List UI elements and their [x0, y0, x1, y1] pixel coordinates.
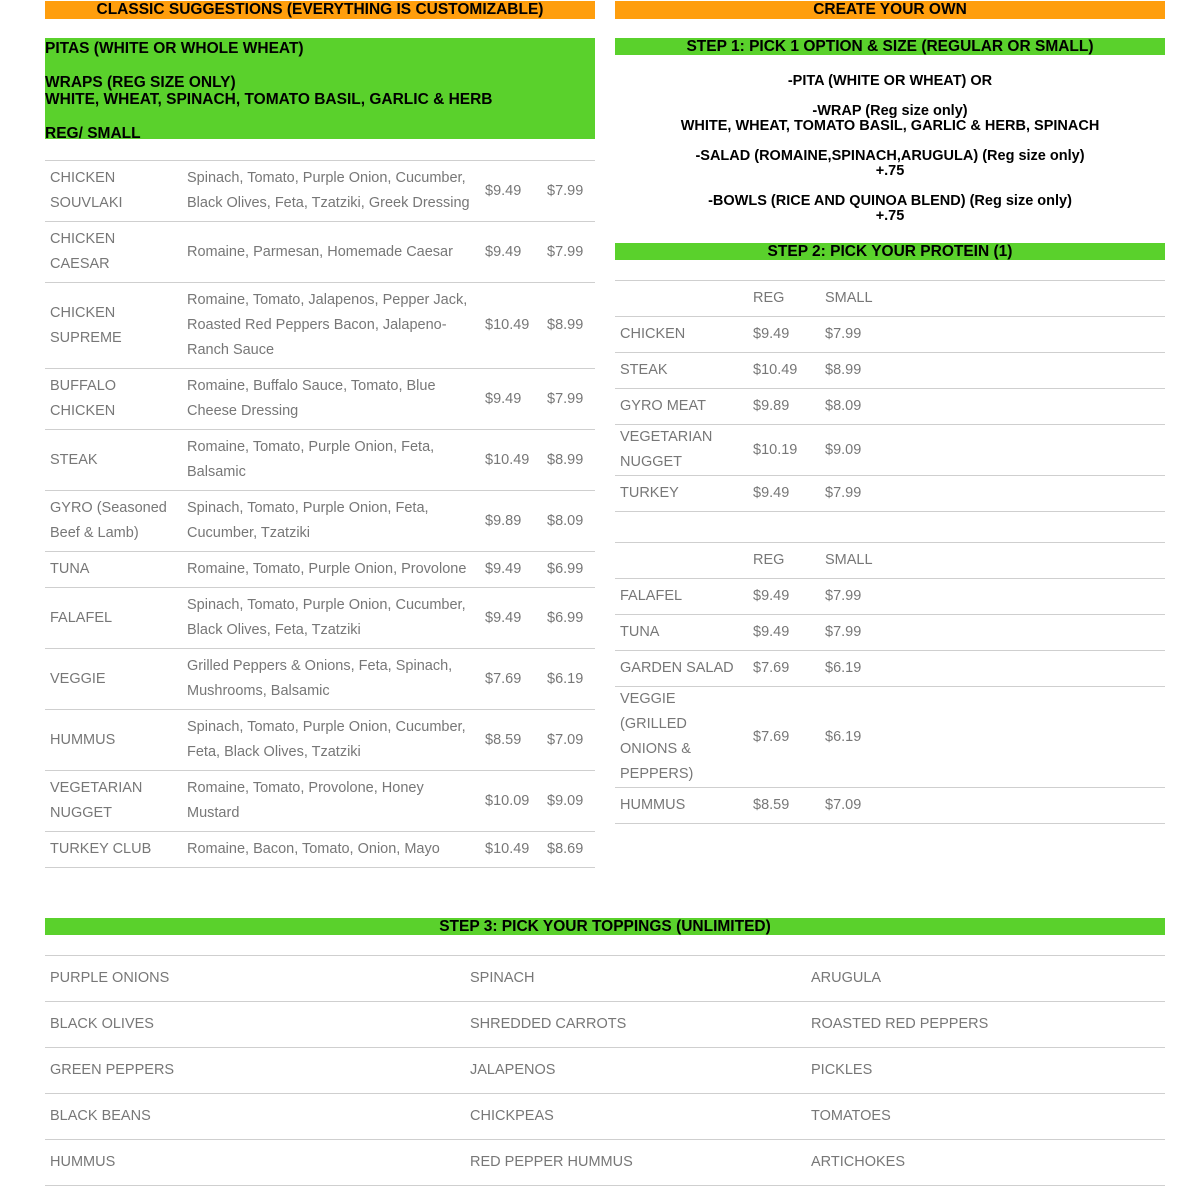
step2-header: STEP 2: PICK YOUR PROTEIN (1) — [615, 243, 1165, 260]
item-small-price: $6.99 — [542, 552, 595, 588]
toppings-section — [45, 918, 1165, 1186]
protein-reg-price: $10.49 — [748, 353, 820, 389]
item-description: Romaine, Parmesan, Homemade Caesar — [182, 222, 480, 283]
reg-column-header: REG — [748, 543, 820, 579]
protein-table — [615, 280, 1165, 824]
protein-small-price: $7.99 — [820, 579, 1165, 615]
topping-item: ARUGULA — [806, 956, 1165, 1002]
protein-reg-price: $9.49 — [748, 579, 820, 615]
menu-item-row — [45, 552, 595, 588]
item-description: Romaine, Tomato, Purple Onion, Provolone — [182, 552, 480, 588]
topping-item: HUMMUS — [45, 1140, 465, 1186]
item-description: Romaine, Tomato, Purple Onion, Feta, Balsamic — [182, 430, 480, 491]
create-your-own-header: CREATE YOUR OWN — [615, 1, 1165, 19]
menu-item-row — [45, 430, 595, 491]
menu-item-row — [45, 588, 595, 649]
item-reg-price: $10.49 — [480, 832, 542, 868]
protein-row — [615, 425, 1165, 476]
item-description: Spinach, Tomato, Purple Onion, Cucumber, Feta, Black Olives, Tzatziki — [182, 710, 480, 771]
small-column-header: SMALL — [820, 281, 1165, 317]
item-name: HUMMUS — [45, 710, 182, 771]
wrap-types: WHITE, WHEAT, TOMATO BASIL, GARLIC & HERB, SPINACH — [680, 118, 1100, 134]
protein-reg-price: $9.49 — [748, 317, 820, 353]
sizes-label: REG/ SMALL — [45, 125, 141, 142]
protein-reg-price: $9.49 — [748, 615, 820, 651]
protein-reg-price: $9.89 — [748, 389, 820, 425]
protein-row — [615, 651, 1165, 687]
topping-item: ROASTED RED PEPPERS — [806, 1002, 1165, 1048]
item-small-price: $7.99 — [542, 222, 595, 283]
protein-small-price: $9.09 — [820, 425, 1165, 476]
item-reg-price: $9.49 — [480, 222, 542, 283]
item-small-price: $8.99 — [542, 283, 595, 369]
item-name: STEAK — [45, 430, 182, 491]
menu-item-row — [45, 771, 595, 832]
item-description: Grilled Peppers & Onions, Feta, Spinach, Mushrooms, Balsamic — [182, 649, 480, 710]
protein-small-price: $7.99 — [820, 615, 1165, 651]
topping-item: PURPLE ONIONS — [45, 956, 465, 1002]
bread-options-box — [45, 38, 595, 142]
item-name: BUFFALO CHICKEN — [45, 369, 182, 430]
item-reg-price: $10.09 — [480, 771, 542, 832]
protein-name: GYRO MEAT — [615, 389, 748, 425]
protein-small-price: $7.09 — [820, 788, 1165, 824]
topping-item: BLACK OLIVES — [45, 1002, 465, 1048]
menu-item-row — [45, 832, 595, 868]
item-description: Spinach, Tomato, Purple Onion, Cucumber, Black Olives, Feta, Tzatziki — [182, 588, 480, 649]
protein-header-row — [615, 543, 1165, 579]
menu-item-row — [45, 649, 595, 710]
protein-name: FALAFEL — [615, 579, 748, 615]
menu-item-row — [45, 369, 595, 430]
step1-options — [615, 74, 1165, 224]
protein-small-price: $6.19 — [820, 687, 1165, 788]
topping-item: GREEN PEPPERS — [45, 1048, 465, 1094]
item-description: Spinach, Tomato, Purple Onion, Feta, Cucumber, Tzatziki — [182, 491, 480, 552]
item-description: Romaine, Bacon, Tomato, Onion, Mayo — [182, 832, 480, 868]
topping-item: PICKLES — [806, 1048, 1165, 1094]
protein-row — [615, 579, 1165, 615]
protein-small-price: $8.09 — [820, 389, 1165, 425]
item-reg-price: $8.59 — [480, 710, 542, 771]
toppings-table — [45, 955, 1165, 1186]
wraps-label: WRAPS (REG SIZE ONLY) — [45, 74, 236, 91]
item-reg-price: $9.89 — [480, 491, 542, 552]
item-description: Romaine, Tomato, Provolone, Honey Mustard — [182, 771, 480, 832]
salad-extra-price: +.75 — [875, 163, 905, 179]
protein-small-price: $8.99 — [820, 353, 1165, 389]
topping-item: SHREDDED CARROTS — [465, 1002, 806, 1048]
protein-name: TUNA — [615, 615, 748, 651]
item-small-price: $7.09 — [542, 710, 595, 771]
bowls-extra-price: +.75 — [875, 208, 905, 224]
protein-reg-price: $7.69 — [748, 687, 820, 788]
protein-name: VEGGIE (GRILLED ONIONS & PEPPERS) — [615, 687, 748, 788]
item-small-price: $8.09 — [542, 491, 595, 552]
toppings-row — [45, 1140, 1165, 1186]
item-name: VEGGIE — [45, 649, 182, 710]
create-your-own-section — [615, 0, 1165, 824]
protein-row — [615, 317, 1165, 353]
item-name: CHICKEN SUPREME — [45, 283, 182, 369]
item-small-price: $6.99 — [542, 588, 595, 649]
toppings-row — [45, 1094, 1165, 1140]
item-small-price: $7.99 — [542, 161, 595, 222]
pita-option: -PITA (WHITE OR WHEAT) OR — [787, 73, 993, 89]
protein-row — [615, 687, 1165, 788]
topping-item: SPINACH — [465, 956, 806, 1002]
item-name: TUNA — [45, 552, 182, 588]
classic-suggestions-header: CLASSIC SUGGESTIONS (EVERYTHING IS CUSTOMIZABLE) — [45, 1, 595, 19]
topping-item: CHICKPEAS — [465, 1094, 806, 1140]
protein-header-row — [615, 281, 1165, 317]
protein-name: TURKEY — [615, 476, 748, 512]
pitas-label: PITAS (WHITE OR WHOLE WHEAT) — [45, 40, 304, 57]
menu-item-row — [45, 222, 595, 283]
item-reg-price: $10.49 — [480, 430, 542, 491]
protein-row — [615, 389, 1165, 425]
toppings-row — [45, 1002, 1165, 1048]
protein-small-price: $6.19 — [820, 651, 1165, 687]
topping-item: RED PEPPER HUMMUS — [465, 1140, 806, 1186]
item-small-price: $9.09 — [542, 771, 595, 832]
menu-item-row — [45, 710, 595, 771]
item-name: CHICKEN SOUVLAKI — [45, 161, 182, 222]
menu-item-row — [45, 491, 595, 552]
protein-name: CHICKEN — [615, 317, 748, 353]
item-small-price: $7.99 — [542, 369, 595, 430]
step1-header: STEP 1: PICK 1 OPTION & SIZE (REGULAR OR SMALL) — [615, 38, 1165, 55]
topping-item: ARTICHOKES — [806, 1140, 1165, 1186]
small-column-header: SMALL — [820, 543, 1165, 579]
protein-small-price: $7.99 — [820, 476, 1165, 512]
protein-row — [615, 476, 1165, 512]
step3-header: STEP 3: PICK YOUR TOPPINGS (UNLIMITED) — [45, 918, 1165, 935]
item-small-price: $8.99 — [542, 430, 595, 491]
item-name: CHICKEN CAESAR — [45, 222, 182, 283]
item-small-price: $8.69 — [542, 832, 595, 868]
salad-option: -SALAD (ROMAINE,SPINACH,ARUGULA) (Reg size only) — [695, 148, 1085, 164]
topping-item: JALAPENOS — [465, 1048, 806, 1094]
protein-row — [615, 788, 1165, 824]
item-reg-price: $7.69 — [480, 649, 542, 710]
wrap-option: -WRAP (Reg size only) — [812, 103, 968, 119]
protein-reg-price: $10.19 — [748, 425, 820, 476]
item-name: FALAFEL — [45, 588, 182, 649]
protein-row — [615, 353, 1165, 389]
protein-name: VEGETARIAN NUGGET — [615, 425, 748, 476]
item-name: TURKEY CLUB — [45, 832, 182, 868]
item-description: Romaine, Buffalo Sauce, Tomato, Blue Cheese Dressing — [182, 369, 480, 430]
bowls-option: -BOWLS (RICE AND QUINOA BLEND) (Reg size only) — [708, 193, 1072, 209]
item-reg-price: $9.49 — [480, 588, 542, 649]
wrap-types-label: WHITE, WHEAT, SPINACH, TOMATO BASIL, GARLIC & HERB — [45, 91, 493, 108]
item-description: Spinach, Tomato, Purple Onion, Cucumber, Black Olives, Feta, Tzatziki, Greek Dressing — [182, 161, 480, 222]
item-name: GYRO (Seasoned Beef & Lamb) — [45, 491, 182, 552]
toppings-row — [45, 1048, 1165, 1094]
protein-reg-price: $9.49 — [748, 476, 820, 512]
protein-name: HUMMUS — [615, 788, 748, 824]
reg-column-header: REG — [748, 281, 820, 317]
item-small-price: $6.19 — [542, 649, 595, 710]
spacer-row — [615, 512, 1165, 543]
item-reg-price: $9.49 — [480, 552, 542, 588]
item-description: Romaine, Tomato, Jalapenos, Pepper Jack, Roasted Red Peppers Bacon, Jalapeno- Ranch Sauce — [182, 283, 480, 369]
toppings-row — [45, 956, 1165, 1002]
protein-name: GARDEN SALAD — [615, 651, 748, 687]
topping-item: BLACK BEANS — [45, 1094, 465, 1140]
menu-item-row — [45, 161, 595, 222]
item-name: VEGETARIAN NUGGET — [45, 771, 182, 832]
item-reg-price: $10.49 — [480, 283, 542, 369]
protein-small-price: $7.99 — [820, 317, 1165, 353]
protein-name: STEAK — [615, 353, 748, 389]
topping-item: TOMATOES — [806, 1094, 1165, 1140]
item-reg-price: $9.49 — [480, 161, 542, 222]
classic-suggestions-section — [45, 0, 595, 868]
menu-item-row — [45, 283, 595, 369]
protein-row — [615, 615, 1165, 651]
classic-menu-table — [45, 160, 595, 868]
protein-reg-price: $8.59 — [748, 788, 820, 824]
protein-reg-price: $7.69 — [748, 651, 820, 687]
item-reg-price: $9.49 — [480, 369, 542, 430]
